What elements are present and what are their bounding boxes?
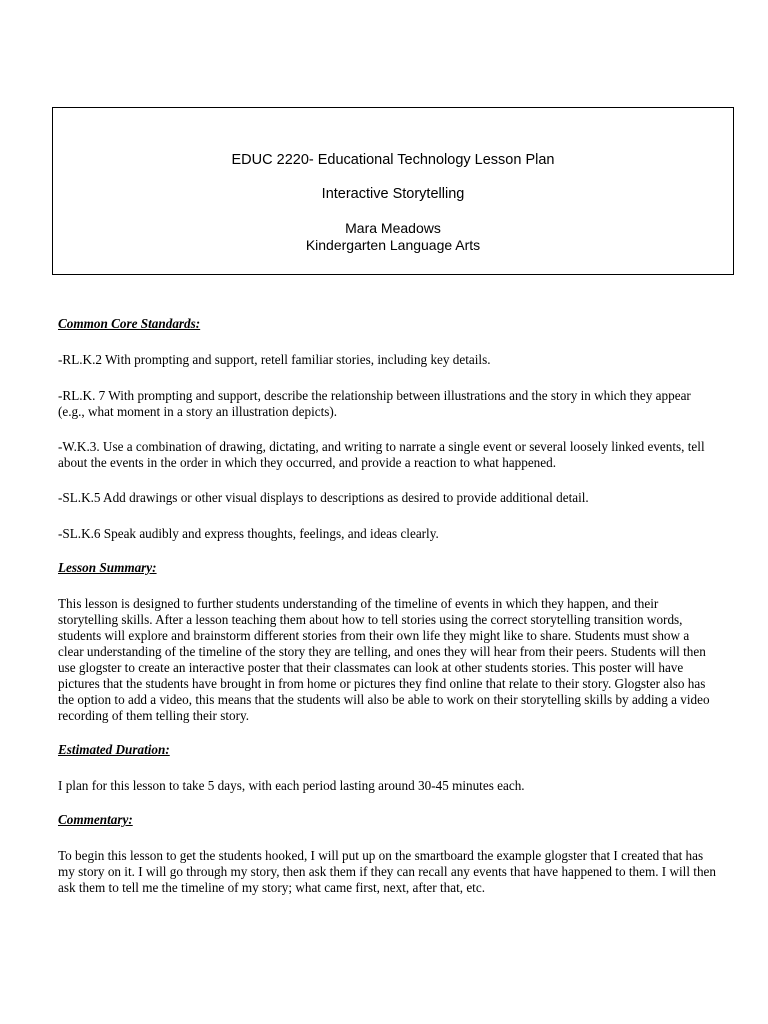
document-title: EDUC 2220- Educational Technology Lesson Plan [231, 152, 555, 168]
standard-item: -W.K.3. Use a combination of drawing, dictating, and writing to narrate a single event or several loosely linked events, tell about the events in the order in which they occurred, and provide a reaction to what happened. [58, 439, 705, 470]
document-body [58, 316, 718, 896]
summary-heading: Lesson Summary: [58, 560, 157, 575]
standards-heading: Common Core Standards: [58, 316, 201, 331]
commentary-text: To begin this lesson to get the students hooked, I will put up on the smartboard the example glogster that I created that has my story on it. I will go through my story, then ask them if they can recall any events that have happened to them. I will then ask them to tell me the timeline of my story; what came first, next, after that, etc. [58, 848, 716, 895]
standard-item: -RL.K. 7 With prompting and support, describe the relationship between illustrations and the story in which they appear (e.g., what moment in a story an illustration depicts). [58, 388, 691, 419]
author-name: Mara Meadows [345, 220, 441, 236]
duration-text: I plan for this lesson to take 5 days, with each period lasting around 30-45 minutes each. [58, 778, 525, 793]
standard-item: -RL.K.2 With prompting and support, retell familiar stories, including key details. [58, 352, 491, 367]
header-box [52, 107, 734, 275]
standard-item: -SL.K.6 Speak audibly and express thoughts, feelings, and ideas clearly. [58, 526, 439, 541]
document-subtitle: Interactive Storytelling [321, 186, 465, 202]
standard-item: -SL.K.5 Add drawings or other visual displays to descriptions as desired to provide additional detail. [58, 490, 589, 505]
commentary-heading: Commentary: [58, 812, 133, 827]
duration-heading: Estimated Duration: [58, 742, 170, 757]
course-name: Kindergarten Language Arts [305, 237, 481, 253]
summary-text: This lesson is designed to further students understanding of the timeline of events in which they happen, and their storytelling skills. After a lesson teaching them about how to tell stories using the correct storytelling transition words, students will explore and brainstorm different stories from their own life they might like to share. Students must show a clear understanding of the timeline of the story they are telling, and ones they will hear from their peers. Students will then use glogster to create an interactive poster that their classmates can look at other students stories. This poster will have pictures that the students have brought in from home or pictures they find online that relate to their story. Glogster also has the option to add a video, this means that the students will also be able to work on their storytelling skills by adding a video recording of them telling their story. [58, 596, 710, 723]
